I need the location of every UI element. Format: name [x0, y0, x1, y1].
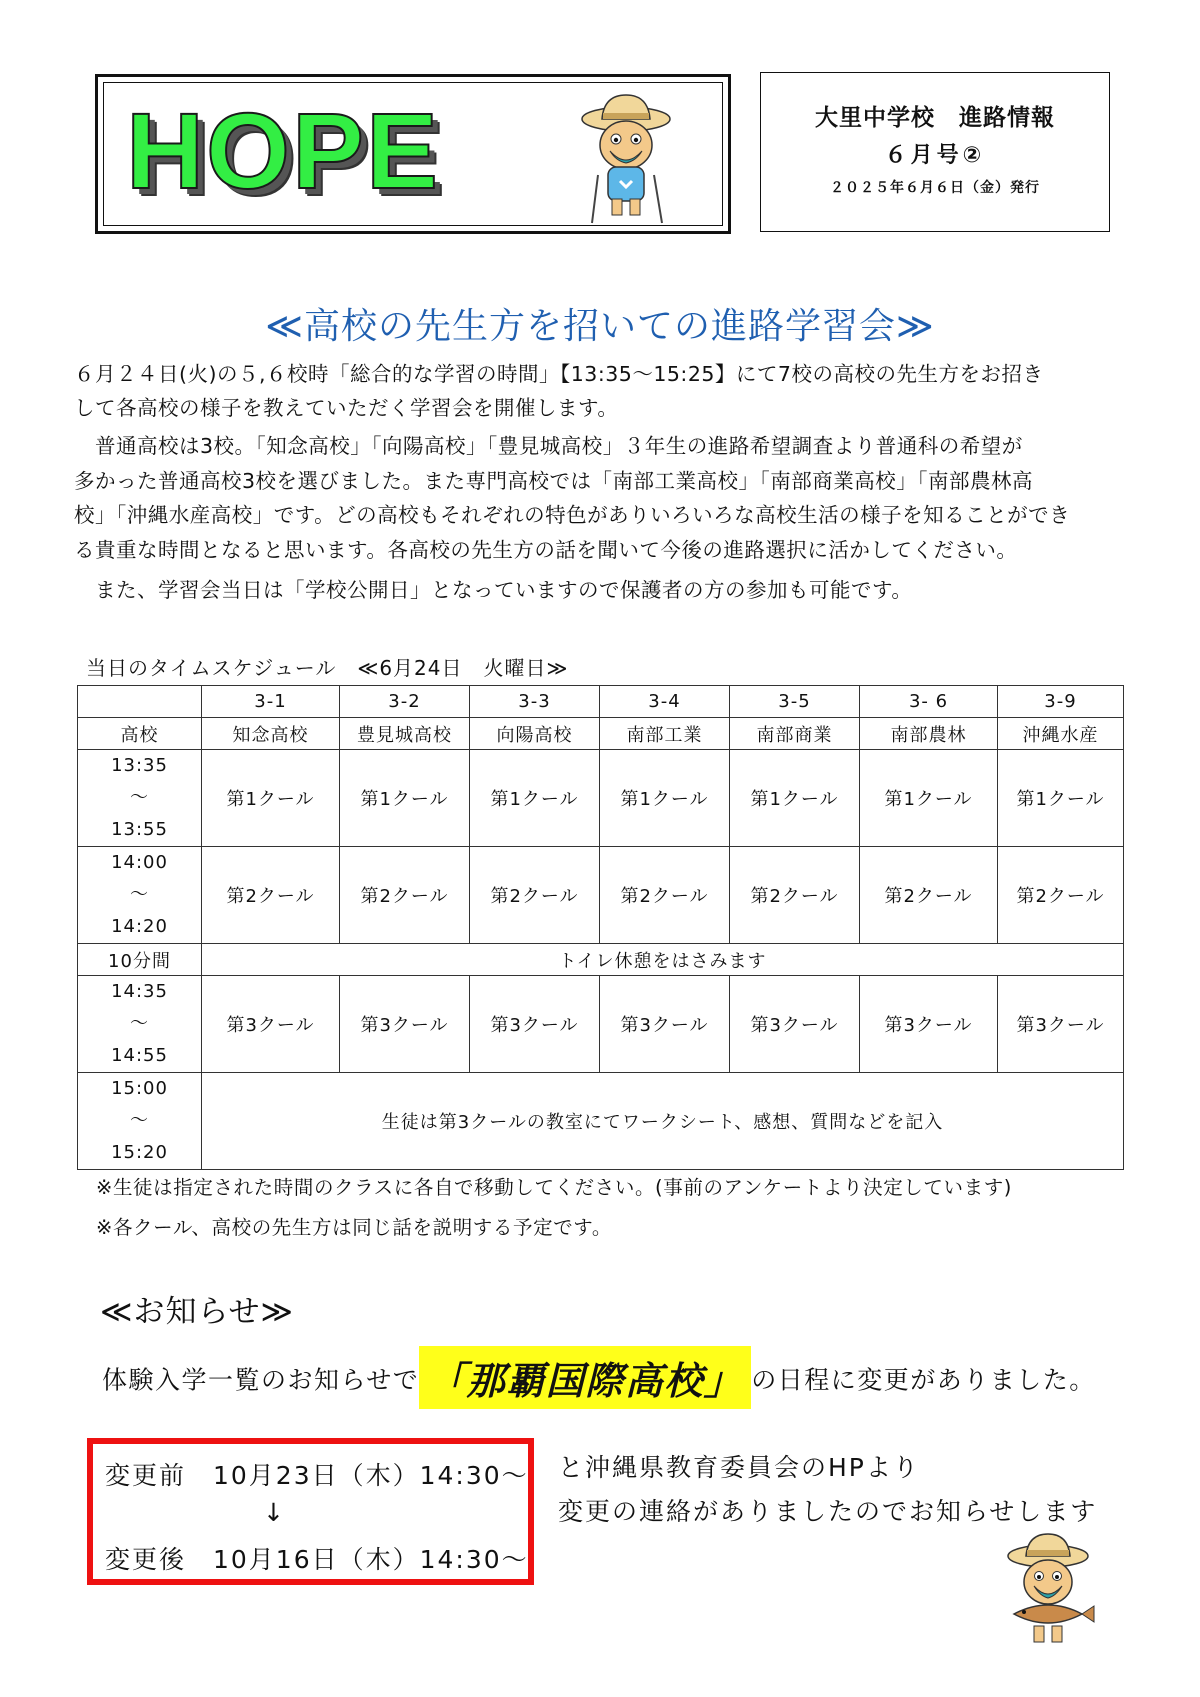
notice-heading: ≪お知らせ≫: [100, 1294, 294, 1330]
note-line-1: ※生徒は指定された時間のクラスに各自で移動してください。(事前のアンケートより決定しています): [96, 1176, 1012, 1199]
cool-cell: 第1クール: [600, 750, 730, 847]
empty-corner-cell: [78, 686, 202, 718]
cool-cell: 第3クール: [600, 976, 730, 1073]
final-text-cell: 生徒は第3クールの教室にてワークシート、感想、質問などを記入: [202, 1073, 1124, 1170]
time-cell: [78, 750, 202, 847]
cool-cell: 第3クール: [730, 976, 860, 1073]
cool-cell: 第2クール: [600, 847, 730, 944]
time-start: 14:00: [111, 852, 168, 873]
schedule-change-box: [87, 1438, 534, 1585]
paragraph-line-6: る貴重な時間となると思います。各高校の先生方の話を聞いて今後の進路選択に活かしてください。: [74, 538, 1018, 562]
time-tilde: ～: [130, 787, 149, 808]
schedule-table: [77, 685, 1124, 1170]
notice-prefix: 体験入学一覧のお知らせで: [102, 1365, 420, 1395]
paragraph-line-3: 普通高校は3校。「知念高校」「向陽高校」「豊見城高校」３年生の進路希望調査より普通科の希望が: [74, 434, 1023, 458]
paragraph-line-1: ６月２４日(火)の５,６校時「総合的な学習の時間」【13:35～15:25】にて7校の高校の先生方をお招き: [74, 362, 1044, 386]
change-after: 変更後 10月16日（木）14:30～: [105, 1545, 529, 1574]
paragraph-line-2: して各高校の様子を教えていただく学習会を開催します。: [74, 396, 619, 420]
school-name: 大里中学校 進路情報: [815, 105, 1055, 131]
class-cell: 3-9: [998, 686, 1124, 718]
cool-cell: 第3クール: [860, 976, 998, 1073]
paragraph-line-7: また、学習会当日は「学校公開日」となっていますので保護者の方の参加も可能です。: [74, 578, 913, 602]
slot-row-1: [78, 750, 1124, 847]
mascot-with-fish-icon: [998, 1530, 1098, 1650]
time-cell: [78, 847, 202, 944]
hope-logo: HOPE: [126, 90, 441, 211]
cool-cell: 第1クール: [470, 750, 600, 847]
school-cell: 沖縄水産: [998, 718, 1124, 750]
cool-cell: 第2クール: [470, 847, 600, 944]
source-line-1: と沖縄県教育委員会のHPより: [558, 1453, 920, 1482]
time-end: 14:20: [111, 916, 168, 937]
cool-cell: 第1クール: [730, 750, 860, 847]
change-before: 変更前 10月23日（木）14:30～: [105, 1461, 529, 1490]
class-cell: 3-3: [470, 686, 600, 718]
class-cell: 3-1: [202, 686, 340, 718]
school-cell: 南部農林: [860, 718, 998, 750]
class-cell: 3- 6: [860, 686, 998, 718]
time-start: 14:35: [111, 981, 168, 1002]
school-cell: 知念高校: [202, 718, 340, 750]
break-text-cell: トイレ休憩をはさみます: [202, 944, 1124, 976]
cool-cell: 第2クール: [860, 847, 998, 944]
slot-row-3: [78, 976, 1124, 1073]
paragraph-line-5: 校」「沖縄水産高校」です。どの高校もそれぞれの特色がありいろいろな高校生活の様子を知ることができ: [74, 503, 1071, 527]
time-cell: [78, 976, 202, 1073]
time-cell: [78, 1073, 202, 1170]
notice-suffix: の日程に変更がありました。: [751, 1365, 1096, 1395]
cool-cell: 第3クール: [202, 976, 340, 1073]
school-cell: 向陽高校: [470, 718, 600, 750]
school-cell: 豊見城高校: [340, 718, 470, 750]
schedule-heading: 当日のタイムスケジュール ≪6月24日 火曜日≫: [86, 656, 569, 680]
masthead-frame: [95, 74, 731, 234]
change-arrow-icon: ↓: [263, 1498, 286, 1527]
cool-cell: 第3クール: [998, 976, 1124, 1073]
cool-cell: 第1クール: [998, 750, 1124, 847]
school-header-row: [78, 718, 1124, 750]
time-end: 13:55: [111, 819, 168, 840]
notice-line: [102, 1350, 1096, 1413]
final-row: [78, 1073, 1124, 1170]
issue-number: ６月号②: [884, 143, 986, 168]
school-cell: 南部商業: [730, 718, 860, 750]
issue-info-box: [760, 72, 1110, 232]
page-title: ≪高校の先生方を招いての進路学習会≫: [265, 306, 935, 347]
time-tilde: ～: [130, 884, 149, 905]
break-row: [78, 944, 1124, 976]
cool-cell: 第2クール: [998, 847, 1124, 944]
highlighted-school-name: 「那覇国際高校」: [419, 1346, 751, 1409]
class-header-row: [78, 686, 1124, 718]
cool-cell: 第1クール: [860, 750, 998, 847]
time-end: 15:20: [111, 1142, 168, 1163]
slot-row-2: [78, 847, 1124, 944]
cool-cell: 第2クール: [730, 847, 860, 944]
time-tilde: ～: [130, 1013, 149, 1034]
time-end: 14:55: [111, 1045, 168, 1066]
cool-cell: 第3クール: [470, 976, 600, 1073]
cool-cell: 第2クール: [202, 847, 340, 944]
school-label-cell: 高校: [78, 718, 202, 750]
class-cell: 3-2: [340, 686, 470, 718]
source-line-2: 変更の連絡がありましたのでお知らせします: [558, 1497, 1098, 1526]
mascot-hiker-icon: [576, 89, 686, 229]
cool-cell: 第1クール: [340, 750, 470, 847]
issue-date: ２０２５年６月６日（金）発行: [830, 180, 1040, 196]
paragraph-line-4: 多かった普通高校3校を選びました。また専門高校では「南部工業高校」「南部商業高校」「南部農林高: [74, 469, 1034, 493]
class-cell: 3-5: [730, 686, 860, 718]
cool-cell: 第1クール: [202, 750, 340, 847]
cool-cell: 第3クール: [340, 976, 470, 1073]
school-cell: 南部工業: [600, 718, 730, 750]
cool-cell: 第2クール: [340, 847, 470, 944]
time-start: 13:35: [111, 755, 168, 776]
class-cell: 3-4: [600, 686, 730, 718]
time-tilde: ～: [130, 1110, 149, 1131]
break-duration-cell: 10分間: [78, 944, 202, 976]
time-start: 15:00: [111, 1078, 168, 1099]
note-line-2: ※各クール、高校の先生方は同じ話を説明する予定です。: [96, 1216, 612, 1239]
